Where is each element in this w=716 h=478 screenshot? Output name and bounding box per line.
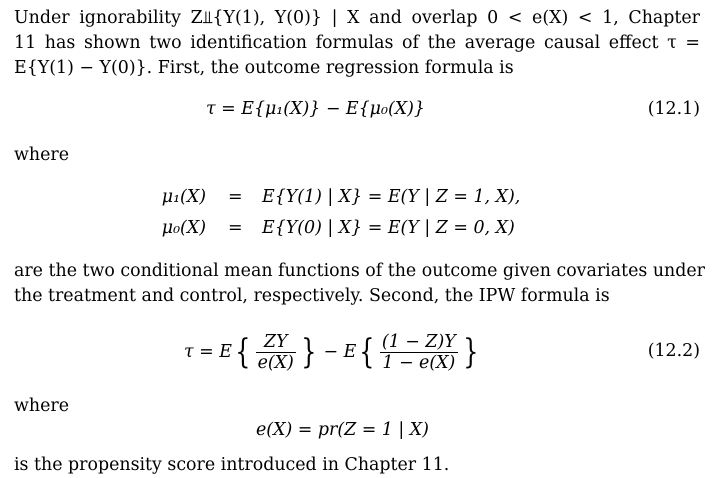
- fraction-1-numerator: ZY: [256, 332, 296, 353]
- left-brace-1: {: [235, 332, 251, 372]
- fraction-1: [256, 332, 296, 373]
- fraction-2-denominator: 1 − e(X): [382, 352, 456, 373]
- propensity-equation: e(X) = pr(Z = 1 | X): [256, 420, 429, 440]
- align-row-1-rhs: E{Y(1) | X} = E(Y | Z = 1, X),: [262, 187, 521, 207]
- eq2-minus-e: − E: [323, 342, 357, 362]
- intro-line-1: Under ignorability Z⫫{Y(1), Y(0)} | X and overlap 0 < e(X) < 1, Chapter: [14, 8, 700, 28]
- left-brace-2: {: [359, 332, 375, 372]
- align-row-2-equals: =: [228, 218, 243, 238]
- equation-number-12-2: (12.2): [647, 341, 700, 361]
- second-paragraph: [14, 259, 705, 309]
- intro-paragraph: [14, 6, 700, 81]
- fraction-2-numerator: (1 − Z)Y: [381, 331, 456, 352]
- align-row-2-lhs: μ₀(X): [161, 218, 206, 238]
- equation-number-12-1: (12.1): [647, 99, 700, 119]
- align-row-1-lhs: μ₁(X): [161, 187, 206, 207]
- right-brace-2: }: [462, 332, 479, 372]
- closing-line-1: is the propensity score introduced in Chapter 11.: [14, 455, 450, 475]
- closing-paragraph: [14, 453, 700, 478]
- align-row-1-equals: =: [228, 187, 243, 207]
- where-label-2: where: [14, 396, 69, 416]
- align-row-2-rhs: E{Y(0) | X} = E(Y | Z = 0, X): [262, 218, 515, 238]
- second-line-1: are the two conditional mean functions of the outcome given covariates under: [14, 261, 705, 281]
- second-line-2: the treatment and control, respectively. Second, the IPW formula is: [14, 286, 610, 306]
- equation-12-1: τ = E{μ₁(X)} − E{μ₀(X)}: [206, 99, 425, 119]
- intro-line-2: 11 has shown two identification formulas of the average causal effect τ =: [14, 33, 700, 53]
- fraction-1-denominator: e(X): [257, 352, 294, 373]
- right-brace-1: }: [301, 332, 317, 372]
- where-label-1: where: [14, 145, 69, 165]
- intro-line-3: E{Y(1) − Y(0)}. First, the outcome regression formula is: [14, 58, 514, 78]
- fraction-2: [380, 332, 458, 373]
- eq2-lhs: τ = E: [184, 342, 232, 362]
- equation-12-2: [184, 324, 481, 380]
